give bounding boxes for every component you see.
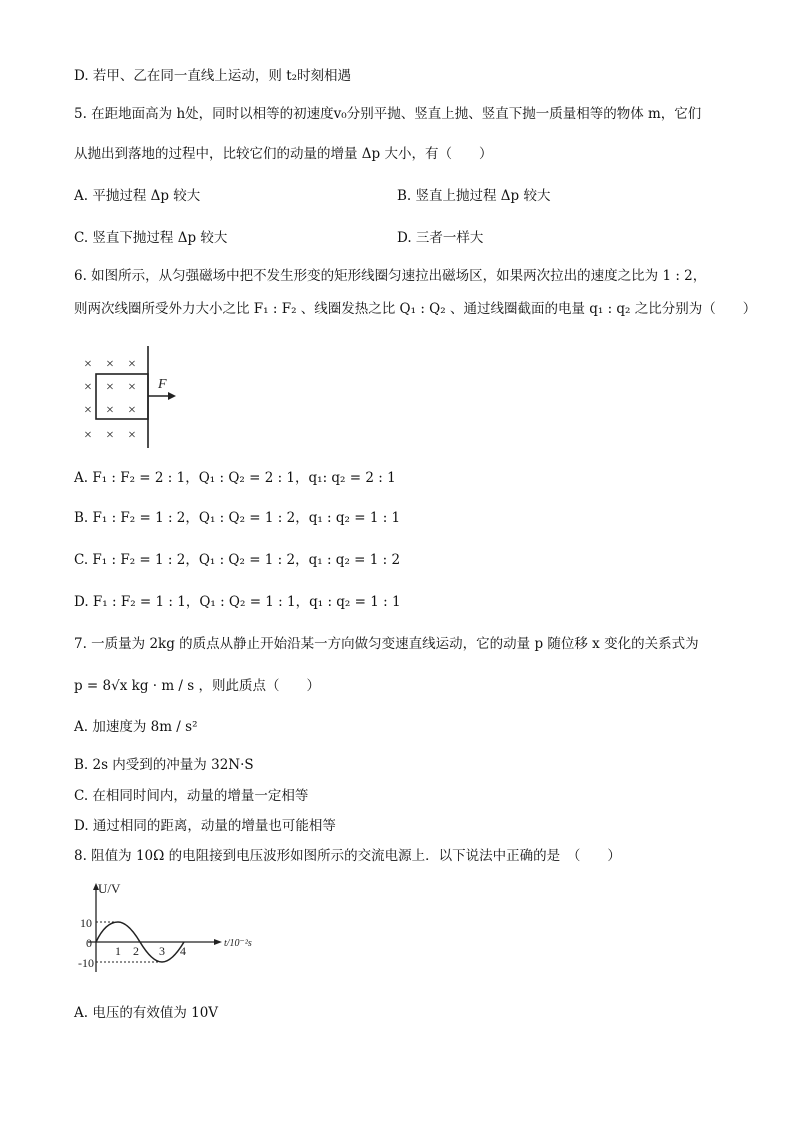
field-x-mark: × (106, 357, 114, 372)
q6-stem-line2: 则两次线圈所受外力大小之比 F₁ : F₂ 、线圈发热之比 Q₁ : Q₂ 、通过线圈截面的电量 q₁ : q₂ 之比分别为（ ） (74, 301, 757, 317)
q7-stem-line1: 7. 一质量为 2kg 的质点从静止开始沿某一方向做匀变速直线运动，它的动量 p 随位移 x 变化的关系式为 (74, 636, 699, 652)
q7-option-c: C. 在相同时间内，动量的增量一定相等 (74, 788, 309, 804)
q8-option-a: A. 电压的有效值为 10V (74, 1005, 219, 1021)
field-x-mark: × (84, 403, 92, 418)
y-tick-10: 10 (80, 916, 92, 930)
q5-option-d: D. 三者一样大 (397, 230, 484, 246)
q7-option-b: B. 2s 内受到的冲量为 32N·S (74, 757, 254, 773)
q5-option-c: C. 竖直下抛过程 Δp 较大 (74, 230, 228, 246)
q7-option-d: D. 通过相同的距离，动量的增量也可能相等 (74, 818, 336, 834)
q6-stem-line1: 6. 如图所示，从匀强磁场中把不发生形变的矩形线圈匀速拉出磁场区，如果两次拉出的速度之比为 1 : 2， (74, 268, 707, 284)
force-arrow-head (168, 392, 176, 400)
field-x-mark: × (84, 380, 92, 395)
field-x-mark: × (128, 380, 136, 395)
x-tick-4: 4 (180, 944, 186, 958)
y-tick-0: 0 (86, 936, 92, 950)
q6-option-b: B. F₁ : F₂ = 1 : 2，Q₁ : Q₂ = 1 : 2，q₁ : q₂ = 1 : 1 (74, 510, 401, 526)
field-x-mark: × (128, 357, 136, 372)
force-label: F (158, 377, 167, 392)
x-axis-label: t/10⁻²s (224, 938, 252, 949)
x-tick-3: 3 (159, 944, 165, 958)
y-tick-neg10: -10 (78, 956, 94, 970)
field-x-mark: × (84, 428, 92, 443)
field-x-mark: × (106, 428, 114, 443)
field-x-mark: × (128, 428, 136, 443)
magnetic-field-figure (76, 344, 186, 450)
field-x-mark: × (106, 380, 114, 395)
q5-stem-line1: 5. 在距地面高为 h处，同时以相等的初速度v₀分别平抛、竖直上抛、竖直下抛一质量相等的物体 m，它们 (74, 106, 702, 122)
q4-option-d: D. 若甲、乙在同一直线上运动，则 t₂时刻相遇 (74, 68, 352, 84)
rectangular-coil (96, 374, 148, 419)
x-tick-1: 1 (115, 944, 121, 958)
q8-stem-line1: 8. 阻值为 10Ω 的电阻接到电压波形如图所示的交流电源上．以下说法中正确的是 （ ） (74, 848, 621, 864)
q5-option-b: B. 竖直上抛过程 Δp 较大 (397, 188, 551, 204)
q5-stem-line2: 从抛出到落地的过程中，比较它们的动量的增量 Δp 大小，有（ ） (74, 146, 493, 162)
field-x-mark: × (84, 357, 92, 372)
q6-option-c: C. F₁ : F₂ = 1 : 2，Q₁ : Q₂ = 1 : 2，q₁ : q₂ = 1 : 2 (74, 552, 401, 568)
q7-stem-line2: p = 8√x kg · m / s ，则此质点（ ） (74, 678, 320, 694)
q6-option-d: D. F₁ : F₂ = 1 : 1，Q₁ : Q₂ = 1 : 1，q₁ : q₂ = 1 : 1 (74, 594, 401, 610)
voltage-waveform-figure (76, 880, 276, 975)
q7-option-a: A. 加速度为 8m / s² (74, 719, 198, 735)
x-axis-arrow (214, 939, 222, 945)
q5-option-a: A. 平抛过程 Δp 较大 (74, 188, 201, 204)
field-x-mark: × (128, 403, 136, 418)
y-axis-label: U/V (98, 881, 121, 896)
field-x-mark: × (106, 403, 114, 418)
q6-option-a: A. F₁ : F₂ = 2 : 1，Q₁ : Q₂ = 2 : 1，q₁: q₂ = 2 : 1 (74, 470, 396, 486)
x-tick-2: 2 (133, 944, 139, 958)
